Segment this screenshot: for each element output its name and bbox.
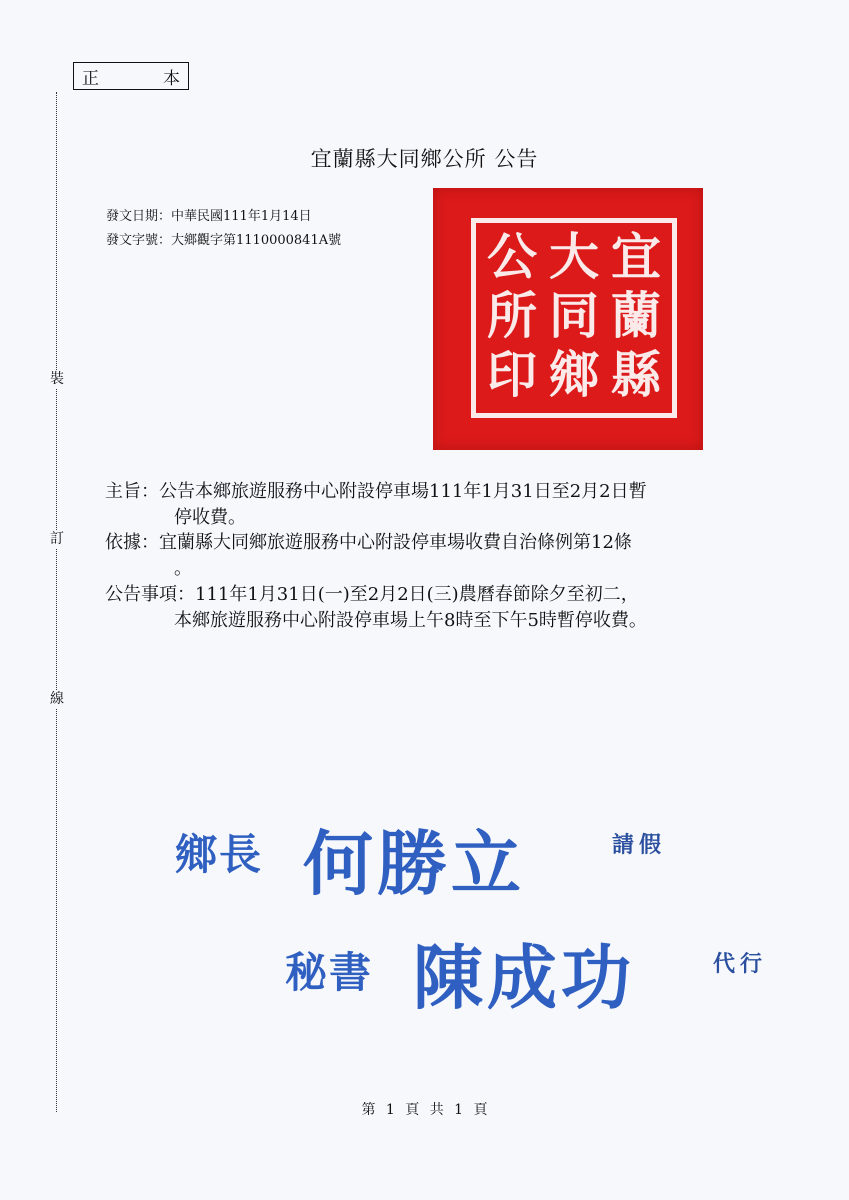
copy-label-left: 正 xyxy=(82,68,99,89)
seal-char: 公 xyxy=(487,227,537,287)
notice-line-continued: 本鄉旅遊服務中心附設停車場上午8時至下午5時暫停收費。 xyxy=(174,610,647,631)
issue-date: 發文日期：中華民國111年1月14日 xyxy=(106,209,312,224)
seal-char: 所 xyxy=(487,285,537,345)
binding-char-zhuang: 裝 xyxy=(50,371,64,387)
seal-char: 宜 xyxy=(611,227,661,287)
seal-char: 縣 xyxy=(611,344,661,404)
binding-line xyxy=(56,92,57,1112)
seal-char: 印 xyxy=(487,344,537,404)
seal-characters xyxy=(481,228,667,404)
binding-char-xian: 線 xyxy=(50,691,64,707)
mayor-status: 請假 xyxy=(612,832,667,858)
mayor-name: 何勝立 xyxy=(303,822,525,905)
mayor-title: 鄉長 xyxy=(175,830,264,879)
secretary-status: 代行 xyxy=(713,951,768,977)
subject-line-continued: 停收費。 xyxy=(174,507,246,528)
copy-label-box xyxy=(73,62,189,90)
notice-line: 公告事項：111年1月31日(一)至2月2日(三)農曆春節除夕至初二， xyxy=(105,584,639,605)
document-number: 發文字號：大鄉觀字第1110000841A號 xyxy=(106,233,342,248)
page-number: 第 1 頁 共 1 頁 xyxy=(361,1102,488,1118)
seal-char: 蘭 xyxy=(611,285,661,345)
seal-char: 鄉 xyxy=(549,344,599,404)
basis-line-continued: 。 xyxy=(174,558,192,579)
basis-line: 依據：宜蘭縣大同鄉旅遊服務中心附設停車場收費自治條例第12條 xyxy=(105,532,632,553)
binding-char-ding: 訂 xyxy=(50,531,64,547)
secretary-name: 陳成功 xyxy=(413,936,635,1019)
seal-char: 同 xyxy=(549,285,599,345)
copy-label-right: 本 xyxy=(163,68,180,89)
subject-line: 主旨：公告本鄉旅遊服務中心附設停車場111年1月31日至2月2日暫 xyxy=(105,481,647,502)
secretary-title: 秘書 xyxy=(285,948,374,997)
document-title: 宜蘭縣大同鄉公所 公告 xyxy=(310,147,539,171)
seal-char: 大 xyxy=(549,227,599,287)
